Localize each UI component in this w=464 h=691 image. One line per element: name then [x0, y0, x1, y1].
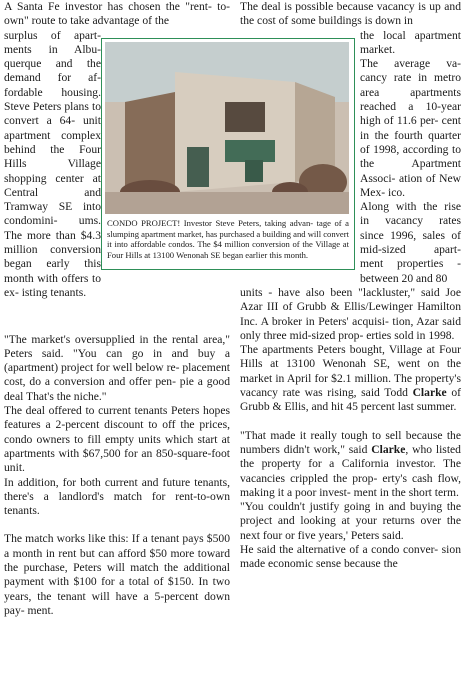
clarke-name: Clarke	[412, 386, 447, 400]
photo-caption: CONDO PROJECT! Investor Steve Peters, taking advan- tage of a slumping apartment market, has purchased a building and will convert it into affordable condos. The $4 million conversion of the Village at Four Hills at 13100 Wenonah SE began earlier this month.	[107, 218, 349, 260]
alternative-paragraph: He said the alternative of a condo conver- sion made economic sense because the	[240, 542, 461, 571]
deal-paragraph: The deal offered to current tenants Peters hopes features a 2-percent discount to off the prices, condo owners to fill empty units which start at apartments with $67,500 for an 850-square-foot unit.	[4, 404, 230, 475]
vacancy-wide-text: The deal is possible because vacancy is up and the cost of some buildings is down in	[240, 0, 461, 28]
sales-paragraph-start: Along with the rise in vacancy rates since 1996, sales of mid-sized apart- ment properties - between 20 and 80	[360, 200, 461, 285]
property-paragraph: The apartments Peters bought, Village at Four Hills at 13100 Wenonah SE, went on the market in April for $2.1 million. The property's vacancy rate was rising, said Todd Clarke of Grubb & Ellis, and hit 45 percent last summer.	[240, 343, 461, 414]
intro-float-text	[4, 28, 101, 299]
returns-quote-paragraph: "You couldn't justify going in and buying the project and looking at your returns over the next four or five years,' Peters said.	[240, 500, 461, 542]
photo-box	[101, 38, 355, 270]
clarke-name: Clarke	[371, 442, 406, 456]
apartment-building-photo	[105, 42, 349, 214]
match-example-paragraph: The match works like this: If a tenant pays $500 a month in rent but can afford $50 more toward the purchase, Peters will match the additional payment with $100 for a total of $150. In two years, the tenant will have a 5-percent down pay- ment.	[4, 532, 230, 617]
quote-paragraph: "The market's oversupplied in the rental area," Peters said. "You can go in and buy a (apartment) project for well below re- placement cost, do a conversion and offer pen- pie a good deal That's the niche."	[4, 332, 230, 403]
intro-narrow-text: surplus of apart- ments in Albu- querque and the demand for af- fordable housing. Steve Peters plans to convert a 64- unit apartment complex behind the Four Hills Village shopping center at Central and Tramway SE into condomini- ums. The more than $4.3 million conversion began early this month with offers to ex- isting tenants.	[4, 28, 101, 299]
intro-wide-text: A Santa Fe investor has chosen the "rent- to-own" route to take advantage of the	[4, 0, 230, 28]
building-illustration	[105, 42, 349, 214]
sales-paragraph-end: units - have also been "lackluster," said Joe Azar III of Grubb & Ellis/Lewinger Hamilton Inc. A broker in Peters' acquisi- tion, Azar said only three mid-sized prop- erties sold in 1998.	[240, 285, 461, 342]
vacancy-rate-paragraph: The average va- cancy rate in metro area apartments reached a 10-year high of 11.6 per- cent in the fourth quarter of 1998, according to the Apartment Associ- ation of New Mex- ico.	[360, 57, 461, 199]
clarke-quote-paragraph: "That made it really tough to sell because the numbers didn't work," said Clarke, who listed the property for a California investor. The vacancies crippled the prop- erty's cash flow, making it a poor invest- ment in the short term.	[240, 428, 461, 499]
vacancy-paragraph	[240, 0, 461, 29]
market-text: the local apartment market.	[360, 28, 461, 56]
landlord-match-paragraph: In addition, for both current and future tenants, there's a landlord's match for rent-to-own tenants.	[4, 475, 230, 518]
